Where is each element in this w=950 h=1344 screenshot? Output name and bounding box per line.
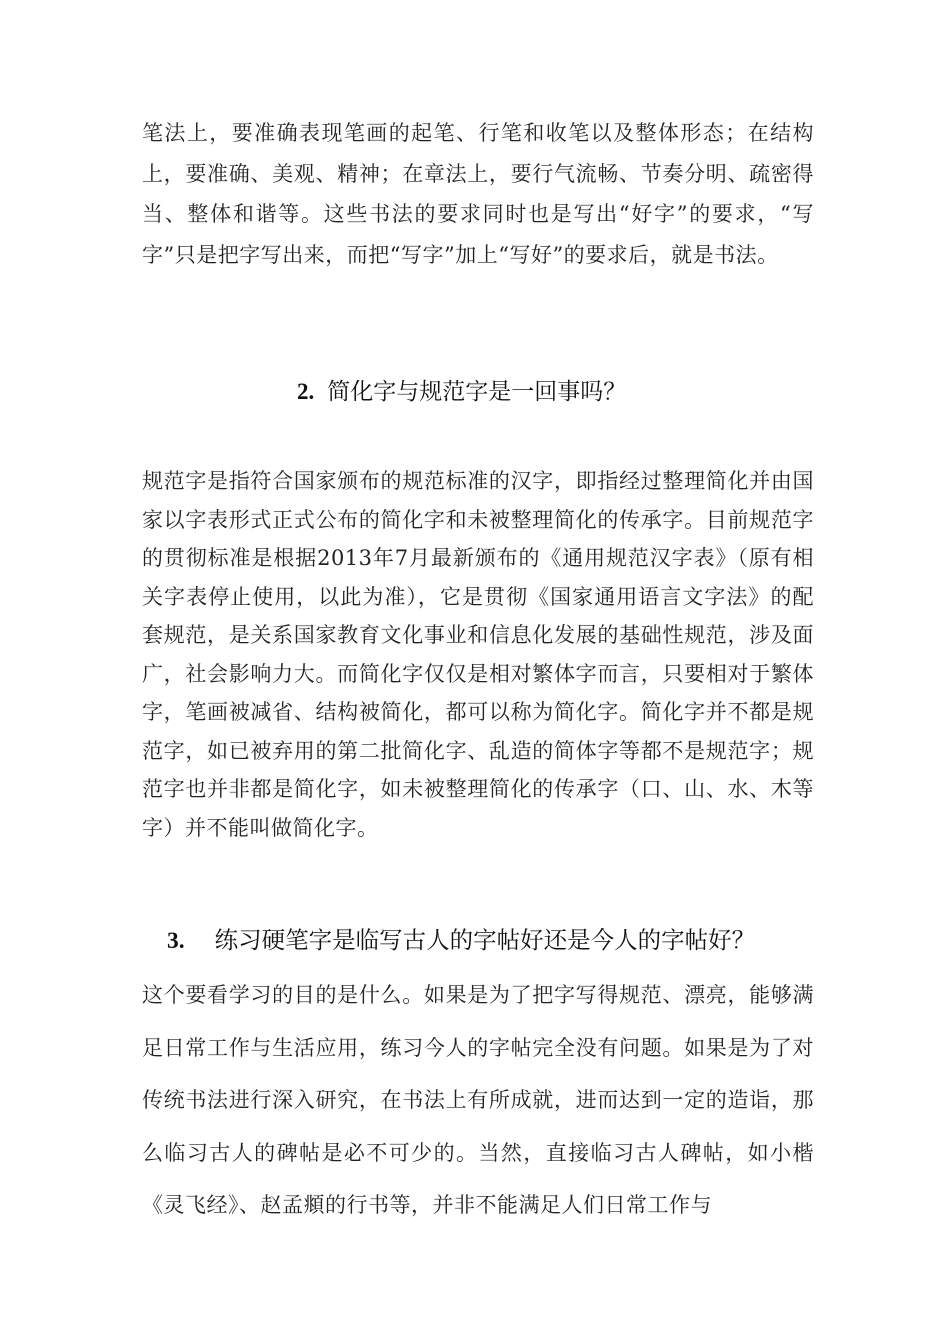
paragraph-standard-characters: 规范字是指符合国家颁布的规范标准的汉字，即指经过整理简化并由国家以字表形式正式公布的简化字和未被整理简化的传承字。目前规范字的贯彻标准是根据2013年7月最新颁布的《通用规范汉字表》（原有相关字表停止使用，以此为准），它是贯彻《国家通用语言文字法》的配套规范，是关系国家教育文化事业和信息化发展的基础性规范，涉及面广，社会影响力大。而简化字仅仅是相对繁体字而言，只要相对于繁体字，笔画被减省、结构被简化，都可以称为简化字。简化字并不都是规范字，如已被弃用的第二批简化字、乱造的简体字等都不是规范字；规范字也并非都是简化字，如未被整理简化的传承字（口、山、水、木等字）并不能叫做简化字。 xyxy=(142,469,814,840)
paragraph-calligraphy-requirements: 笔法上，要准确表现笔画的起笔、行笔和收笔以及整体形态；在结构上，要准确、美观、精神；在章法上，要行气流畅、节奏分明、疏密得当、整体和谐等。这些书法的要求同时也是写出“好字”的要求，“写字”只是把字写出来，而把“写字”加上“写好”的要求后，就是书法。 xyxy=(142,121,814,267)
section-number-2: 2. xyxy=(297,379,315,404)
section-heading-2 xyxy=(297,372,626,412)
section-title-3: 练习硬笔字是临写古人的字帖好还是今人的字帖好？ xyxy=(214,926,756,954)
paragraph-copybook-choice: 这个要看学习的目的是什么。如果是为了把字写得规范、漂亮，能够满足日常工作与生活应用，练习今人的字帖完全没有问题。如果是为了对传统书法进行深入研究，在书法上有所成就，进而达到一定的造诣，那么临习古人的碑帖是必不可少的。当然，直接临习古人碑帖，如小楷《灵飞经》、赵孟頫的行书等，并非不能满足人们日常工作与 xyxy=(142,983,814,1217)
section-title-2: 简化字与规范字是一回事吗？ xyxy=(327,379,627,405)
section-number-3: 3. xyxy=(167,928,185,954)
section-heading-3 xyxy=(167,920,755,961)
